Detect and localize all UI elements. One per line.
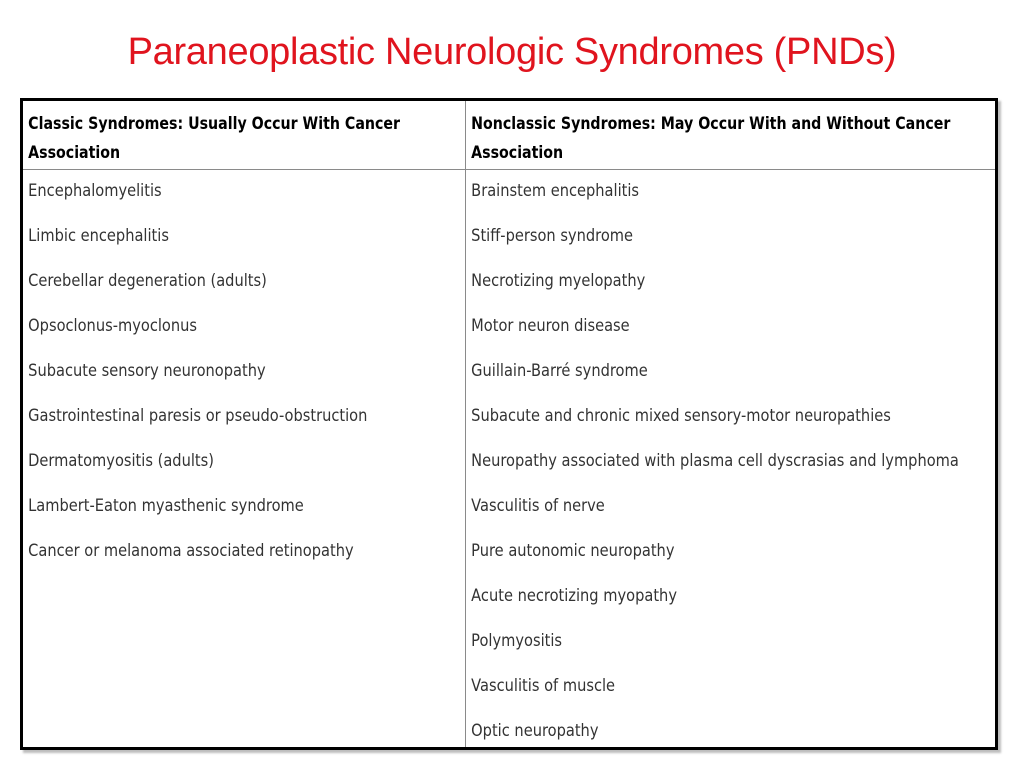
classic-item: Cerebellar degeneration (adults) xyxy=(28,271,267,291)
nonclassic-item: Motor neuron disease xyxy=(471,316,630,336)
classic-item: Encephalomyelitis xyxy=(28,181,162,201)
nonclassic-item: Neuropathy associated with plasma cell dyscrasias and lymphoma xyxy=(471,451,959,471)
nonclassic-item: Pure autonomic neuropathy xyxy=(471,541,675,561)
nonclassic-header-line-1: Nonclassic Syndromes: May Occur With and Without Cancer xyxy=(471,114,951,133)
classic-header-line-2: Association xyxy=(28,143,121,162)
classic-item: Subacute sensory neuronopathy xyxy=(28,361,266,381)
nonclassic-item: Brainstem encephalitis xyxy=(471,181,640,201)
nonclassic-item: Stiff-person syndrome xyxy=(471,226,634,246)
classic-item: Cancer or melanoma associated retinopathy xyxy=(28,541,354,561)
slide-title: Paraneoplastic Neurologic Syndromes (PNDs) xyxy=(127,31,897,73)
nonclassic-item: Necrotizing myelopathy xyxy=(471,271,646,291)
nonclassic-item: Polymyositis xyxy=(471,631,563,651)
nonclassic-list xyxy=(466,170,995,755)
nonclassic-item: Acute necrotizing myopathy xyxy=(471,586,677,606)
classic-item: Gastrointestinal paresis or pseudo-obstruction xyxy=(28,406,368,426)
nonclassic-item: Vasculitis of nerve xyxy=(471,496,605,516)
classic-syndromes-column xyxy=(23,101,466,747)
classic-column-header xyxy=(23,101,464,169)
classic-item: Lambert-Eaton myasthenic syndrome xyxy=(28,496,304,516)
syndromes-table xyxy=(20,98,998,750)
nonclassic-syndromes-column xyxy=(466,101,995,747)
classic-list xyxy=(23,170,465,575)
nonclassic-item: Guillain-Barré syndrome xyxy=(471,361,648,381)
classic-header-line-1: Classic Syndromes: Usually Occur With Cancer xyxy=(28,114,401,133)
nonclassic-item: Optic neuropathy xyxy=(471,721,599,741)
nonclassic-column-header xyxy=(466,101,994,169)
header-divider xyxy=(23,169,995,170)
nonclassic-item: Subacute and chronic mixed sensory-motor neuropathies xyxy=(471,406,891,426)
nonclassic-header-line-2: Association xyxy=(471,143,564,162)
classic-item: Dermatomyositis (adults) xyxy=(28,451,214,471)
nonclassic-item: Vasculitis of muscle xyxy=(471,676,616,696)
classic-item: Limbic encephalitis xyxy=(28,226,169,246)
classic-item: Opsoclonus-myoclonus xyxy=(28,316,198,336)
